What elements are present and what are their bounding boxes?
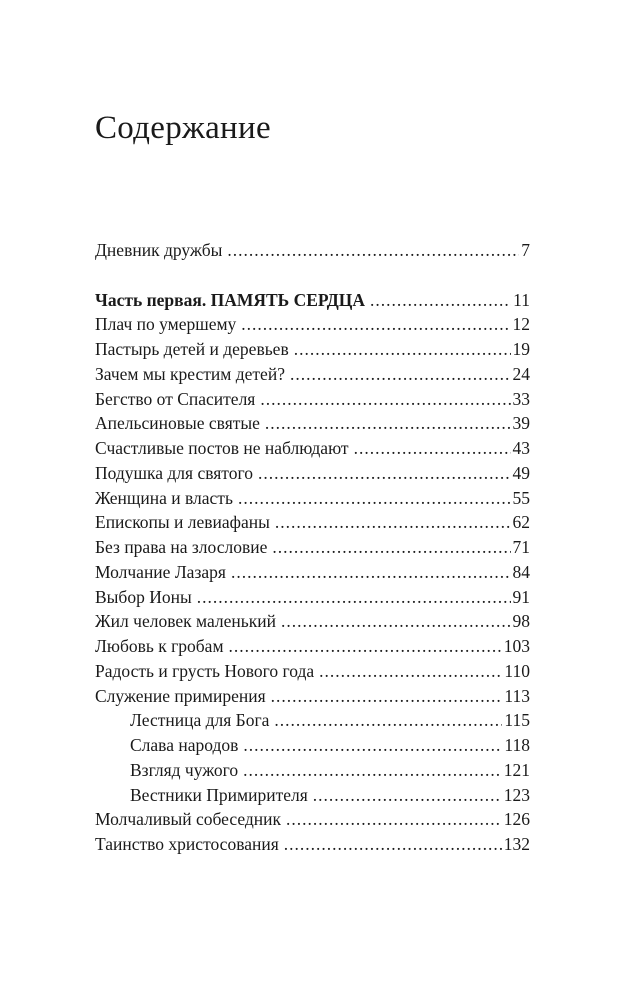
toc-entry-title: Бегство от Спасителя [95,388,256,409]
toc-entry[interactable] [95,587,530,612]
toc-entry-page: 43 [512,438,530,458]
toc-entry[interactable] [95,314,530,339]
dot-leader [238,488,511,509]
toc-entry-page: 33 [512,388,530,409]
toc-entry[interactable] [95,686,530,711]
page-title: Содержание [95,110,271,146]
toc-entry-page: 7 [521,240,530,260]
toc-entry-page: 55 [512,487,530,508]
toc-subentry[interactable] [95,735,530,760]
dot-leader [275,512,511,533]
toc-entry-page: 62 [512,512,530,533]
toc-entry-title: Взгляд чужого [130,759,239,780]
dot-leader [258,463,511,484]
toc-entry[interactable] [95,562,530,587]
section-gap [95,265,530,290]
toc-entry-title: Выбор Ионы [95,586,192,607]
toc-entry-page: 19 [512,339,530,359]
toc-part-heading[interactable] [95,290,530,315]
toc-entry-page: 115 [504,710,530,731]
toc-entry[interactable] [95,537,530,562]
toc-entry-title: Счастливые постов не наблюдают [95,438,349,458]
toc-entry-page: 110 [504,660,530,681]
toc-entry-title: Без права на злословие [95,537,268,557]
toc-entry-page: 71 [512,537,530,557]
toc-entry-page: 24 [512,363,530,384]
table-of-contents [95,240,530,859]
toc-entry[interactable] [95,389,530,414]
toc-entry-title: Слава народов [130,735,239,755]
toc-entry-title: Молчание Лазаря [95,561,226,582]
toc-entry[interactable] [95,364,530,389]
toc-entry-page: 103 [503,636,530,656]
toc-entry-page: 113 [504,685,530,706]
dot-leader [197,587,511,608]
toc-entry-title: Дневник дружбы [95,240,223,260]
dot-leader [241,314,510,335]
dot-leader [231,562,511,583]
toc-entry-title: Апельсиновые святые [95,413,260,434]
dot-leader [281,611,511,632]
toc-entry-title: Пастырь детей и деревьев [95,339,289,359]
toc-entry-page: 123 [503,784,530,805]
toc-entry-title: Радость и грусть Нового года [95,660,315,681]
toc-entry-title: Подушка для святого [95,462,253,483]
toc-entry-title: Зачем мы крестим детей? [95,363,285,384]
toc-entry-page: 132 [503,834,530,854]
dot-leader [229,636,502,657]
dot-leader [243,735,502,756]
toc-entry-title: Женщина и власть [95,487,233,508]
toc-entry-title: Вестники Примирителя [130,784,308,805]
dot-leader [227,240,519,261]
toc-entry-title: Епископы и левиафаны [95,512,270,533]
dot-leader [284,834,502,855]
toc-entry-page: 98 [512,611,530,632]
toc-entry-title: Плач по умершему [95,314,237,335]
dot-leader [294,339,511,360]
toc-entry-title: Часть первая. ПАМЯТЬ СЕРДЦА [95,289,366,310]
dot-leader [319,661,502,682]
toc-entry-page: 39 [512,413,530,434]
toc-entry[interactable] [95,413,530,438]
toc-entry-page: 126 [503,809,530,830]
dot-leader [354,438,511,459]
dot-leader [271,686,503,707]
dot-leader [265,413,511,434]
toc-entry-page: 84 [512,561,530,582]
toc-entry-page: 118 [504,735,530,755]
dot-leader [243,760,502,781]
toc-subentry[interactable] [95,710,530,735]
toc-entry[interactable] [95,636,530,661]
toc-entry[interactable] [95,512,530,537]
dot-leader [260,389,510,410]
toc-entry[interactable] [95,339,530,364]
toc-entry-page: 121 [503,759,530,780]
toc-entry[interactable] [95,834,530,859]
toc-entry[interactable] [95,661,530,686]
toc-entry[interactable] [95,611,530,636]
toc-entry-title: Служение примирения [95,685,266,706]
dot-leader [272,537,510,558]
toc-entry-title: Лестница для Бога [130,710,270,731]
dot-leader [290,364,511,385]
toc-entry-page: 11 [513,289,530,310]
dot-leader [370,290,511,311]
toc-subentry[interactable] [95,785,530,810]
toc-entry-page: 12 [512,314,530,335]
toc-entry[interactable] [95,463,530,488]
toc-entry-title: Любовь к гробам [95,636,224,656]
toc-entry[interactable] [95,488,530,513]
toc-entry-page: 49 [512,462,530,483]
toc-entry[interactable] [95,438,530,463]
toc-entry-page: 91 [512,586,530,607]
dot-leader [274,710,502,731]
dot-leader [286,809,502,830]
toc-entry-title: Жил человек маленький [95,611,276,632]
dot-leader [313,785,502,806]
toc-entry-title: Таинство христосования [95,834,279,854]
toc-entry[interactable] [95,809,530,834]
toc-entry-title: Молчаливый собеседник [95,809,282,830]
toc-subentry[interactable] [95,760,530,785]
toc-entry-diary[interactable] [95,240,530,265]
